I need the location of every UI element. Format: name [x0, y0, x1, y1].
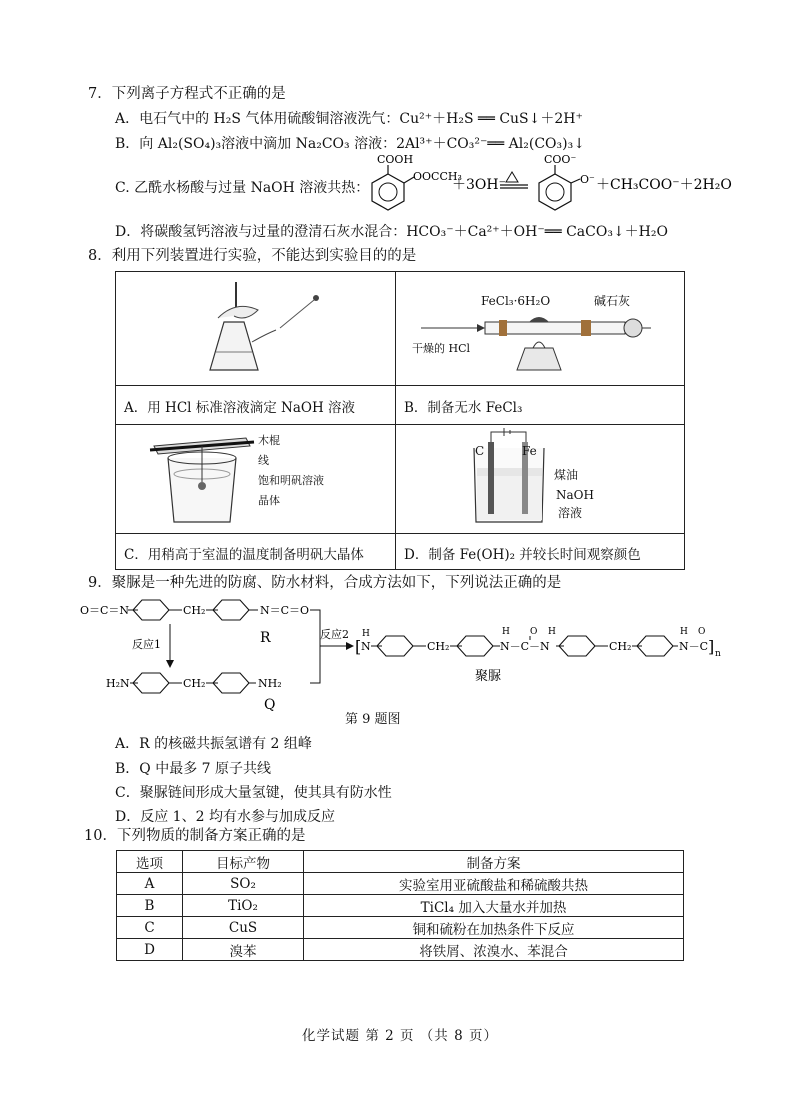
row-a-option: A — [117, 873, 183, 895]
q8-apparatus-table — [115, 271, 685, 570]
svg-text:N－C: N－C — [679, 640, 709, 653]
svg-text:]: ] — [708, 637, 715, 656]
q10-header-option: 选项 — [117, 851, 183, 873]
product-o: O⁻ — [580, 173, 595, 186]
table-row — [117, 895, 684, 917]
q8-caption-a: A．用 HCl 标准溶液滴定 NaOH 溶液 — [124, 400, 356, 416]
polymer-label: 聚脲 — [475, 669, 502, 684]
d-naoh-label: NaOH — [556, 488, 594, 502]
salicylate-structure — [539, 153, 595, 210]
row-b-product: TiO₂ — [183, 895, 304, 917]
aspirin-ester: OOCCH₃ — [413, 170, 462, 183]
c-thread-label: 线 — [258, 454, 269, 467]
r-label: R — [260, 630, 271, 646]
q-nh2: NH₂ — [258, 677, 282, 690]
q8-caption-b: B．制备无水 FeCl₃ — [404, 400, 523, 416]
r-nco: N＝C＝O — [260, 604, 310, 617]
q7-option-d: D．将碳酸氢钙溶液与过量的澄清石灰水混合：HCO₃⁻＋Ca²⁺＋OH⁻══ CaCO₃↓＋H₂O — [115, 224, 668, 240]
q10-header-row — [117, 851, 684, 873]
row-d-plan: 将铁屑、浓溴水、苯混合 — [304, 939, 684, 961]
polymer-n: n — [715, 649, 721, 659]
q7-stem: 7．下列离子方程式不正确的是 — [88, 86, 286, 102]
feoh2-apparatus — [466, 428, 556, 528]
q-label: Q — [264, 697, 276, 712]
q10-table — [116, 850, 684, 961]
q9-option-c: C．聚脲链间形成大量氢键，使其具有防水性 — [115, 785, 392, 801]
q9-reaction-scheme — [70, 594, 730, 712]
row-c-option: C — [117, 917, 183, 939]
svg-text:H: H — [548, 627, 556, 637]
alum-crystal-apparatus — [146, 432, 256, 528]
c-crystal-label: 晶体 — [258, 494, 280, 507]
q7-option-a: A．电石气中的 H₂S 气体用硫酸铜溶液洗气：Cu²⁺＋H₂S ══ CuS↓＋2H⁺ — [115, 111, 583, 127]
q9-stem: 9．聚脲是一种先进的防腐、防水材料，合成方法如下，下列说法正确的是 — [88, 575, 562, 591]
q7-option-c-structures — [360, 152, 740, 214]
q8-caption-d: D．制备 Fe(OH)₂ 并较长时间观察颜色 — [404, 547, 641, 563]
q7-option-c-prefix: C. 乙酰水杨酸与过量 NaOH 溶液共热： — [115, 180, 370, 196]
r-ch2: CH₂ — [183, 604, 206, 617]
d-solution-label: 溶液 — [558, 506, 583, 520]
q7-option-b: B．向 Al₂(SO₄)₃溶液中滴加 Na₂CO₃ 溶液：2Al³⁺＋CO₃²⁻══ Al₂(CO₃)₃↓ — [115, 136, 585, 152]
q9-option-b: B．Q 中最多 7 原子共线 — [115, 761, 272, 777]
svg-text:[: [ — [355, 637, 362, 656]
svg-text:H: H — [362, 629, 370, 639]
table-row — [117, 873, 684, 895]
page-footer: 化学试题 第 2 页 （共 8 页） — [302, 1028, 498, 1044]
aspirin-structure — [372, 153, 462, 210]
b-hcl-label: 干燥的 HCl — [412, 342, 471, 355]
svg-text:H: H — [502, 627, 510, 637]
polymer-ch2-2: CH₂ — [609, 640, 632, 653]
titration-apparatus — [196, 282, 336, 380]
svg-text:N: N — [361, 640, 371, 653]
aspirin-cooh: COOH — [377, 153, 414, 166]
c-stick-label: 木棍 — [258, 434, 280, 447]
fecl3-apparatus — [421, 308, 661, 380]
q9-option-d: D．反应 1、2 均有水参与加成反应 — [115, 809, 335, 825]
reaction-1-label: 反应1 — [132, 638, 161, 651]
b-lime-label: 碱石灰 — [594, 294, 631, 308]
reaction-2-label: 反应2 — [320, 628, 349, 641]
table-row — [117, 917, 684, 939]
q-h2n: H₂N — [106, 677, 130, 690]
c-solution-label: 饱和明矾溶液 — [258, 474, 324, 487]
polymer-ch2-1: CH₂ — [427, 640, 450, 653]
r-ocn: O＝C＝N — [80, 604, 130, 617]
svg-text:O: O — [698, 627, 706, 637]
q8-caption-c: C．用稍高于室温的温度制备明矾大晶体 — [124, 547, 364, 563]
d-c-label: C — [475, 444, 485, 458]
q10-header-product: 目标产物 — [183, 851, 304, 873]
q7-c-suffix: ＋CH₃COO⁻＋2H₂O — [596, 177, 732, 193]
row-d-product: 溴苯 — [183, 939, 304, 961]
row-c-product: CuS — [183, 917, 304, 939]
d-fe-label: Fe — [522, 444, 537, 458]
product-coo: COO⁻ — [544, 153, 577, 166]
b-fecl3-label: FeCl₃·6H₂O — [481, 294, 551, 308]
q-ch2: CH₂ — [183, 677, 206, 690]
table-row — [117, 939, 684, 961]
q7-c-mid: ＋3OH⁻ — [452, 177, 506, 193]
svg-text:N－C－N: N－C－N — [500, 640, 550, 653]
q8-stem: 8．利用下列装置进行实验，不能达到实验目的的是 — [88, 248, 417, 264]
row-c-plan: 铜和硫粉在加热条件下反应 — [304, 917, 684, 939]
row-b-option: B — [117, 895, 183, 917]
q9-figure-caption: 第 9 题图 — [345, 712, 401, 727]
row-b-plan: TiCl₄ 加入大量水并加热 — [304, 895, 684, 917]
q10-header-plan: 制备方案 — [304, 851, 684, 873]
row-d-option: D — [117, 939, 183, 961]
svg-text:H: H — [680, 627, 688, 637]
q10-stem: 10．下列物质的制备方案正确的是 — [84, 828, 306, 844]
d-kerosene-label: 煤油 — [554, 468, 579, 482]
q9-option-a: A．R 的核磁共振氢谱有 2 组峰 — [115, 736, 312, 752]
row-a-product: SO₂ — [183, 873, 304, 895]
row-a-plan: 实验室用亚硫酸盐和稀硫酸共热 — [304, 873, 684, 895]
svg-text:O: O — [530, 627, 538, 637]
